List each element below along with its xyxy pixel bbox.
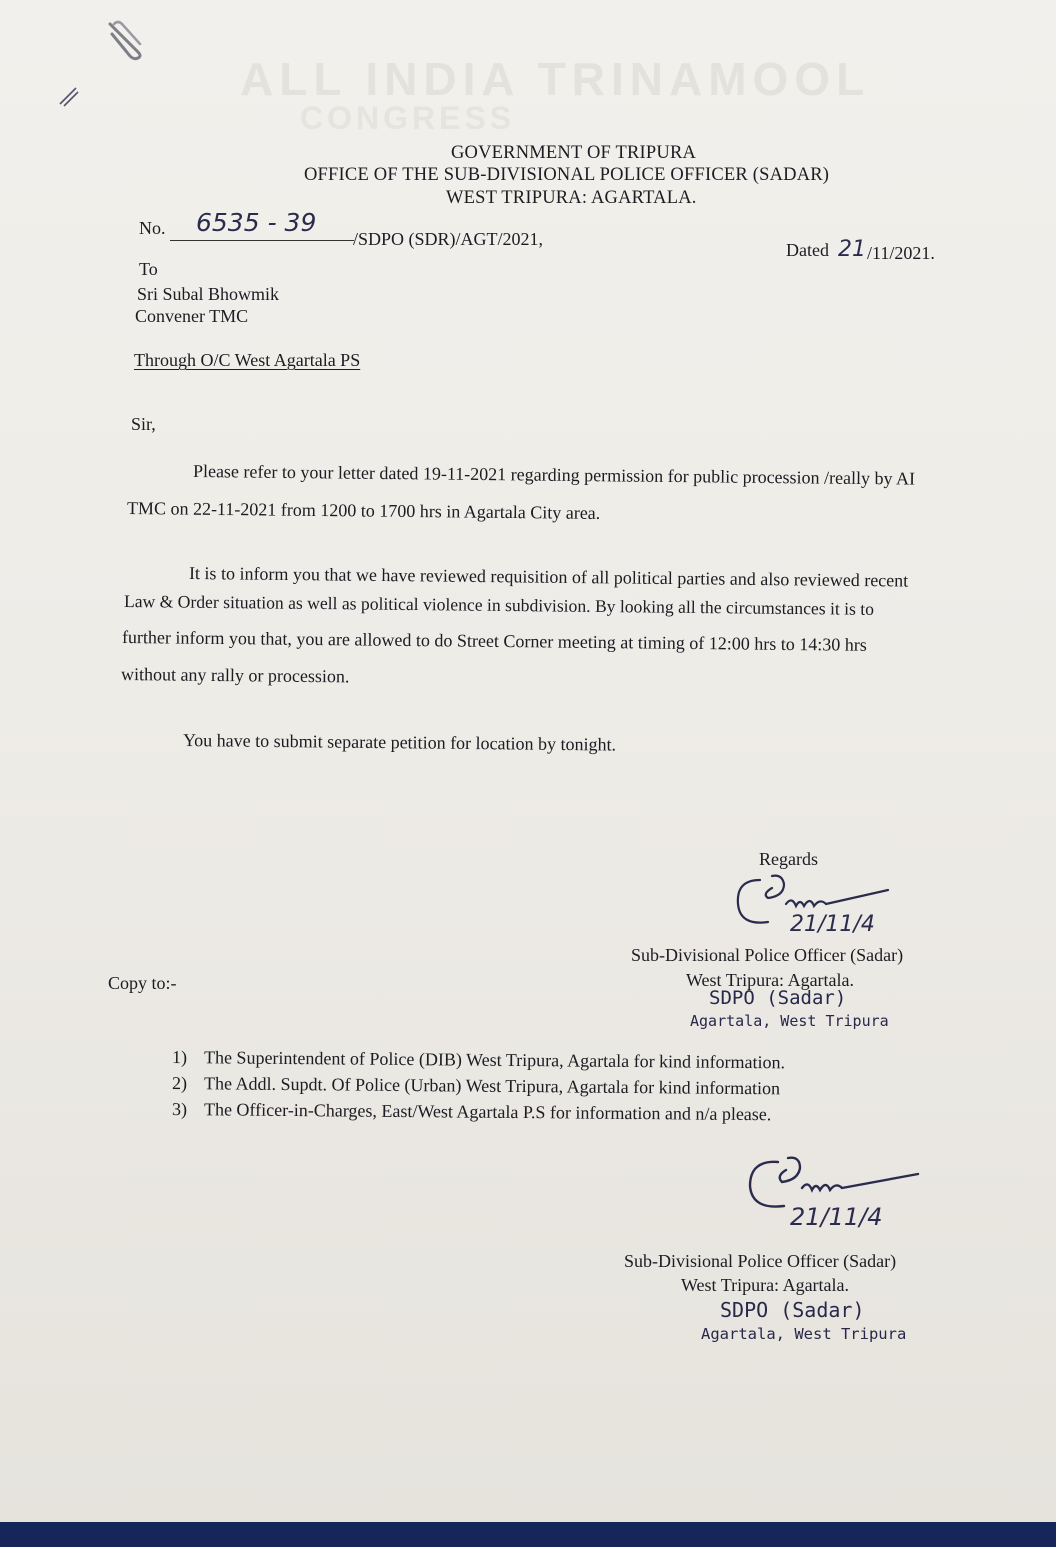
copy-to-item bbox=[172, 1073, 780, 1099]
recipient-designation: Convener TMC bbox=[135, 306, 249, 326]
stamp-2-line2: Agartala, West Tripura bbox=[701, 1325, 907, 1343]
header-location: WEST TRIPURA: AGARTALA. bbox=[446, 188, 697, 208]
dated-day-handwritten: 21 bbox=[838, 237, 866, 262]
recipient-through bbox=[134, 350, 360, 371]
stamp-1-line1: SDPO (Sadar) bbox=[709, 987, 847, 1009]
reference-no-handwritten: 6535 - 39 bbox=[196, 208, 317, 237]
officer-title-2: Sub-Divisional Police Officer (Sadar) bbox=[624, 1251, 897, 1271]
header-office: OFFICE OF THE SUB-DIVISIONAL POLICE OFFICER (SADAR) bbox=[304, 165, 830, 185]
desk-edge bbox=[0, 1522, 1056, 1547]
dated-label: Dated bbox=[786, 240, 829, 260]
para2-line3: further inform you that, you are allowed to do Street Corner meeting at timing of 12:00 hrs to 14:30 hrs bbox=[121, 627, 867, 655]
reference-no-label: No. bbox=[139, 218, 166, 238]
stamp-2-line1: SDPO (Sadar) bbox=[720, 1298, 865, 1322]
reference-no-underline bbox=[170, 240, 354, 241]
reference-no-suffix: /SDPO (SDR)/AGT/2021, bbox=[353, 229, 544, 249]
show-through-watermark: ALL INDIA TRINAMOOL bbox=[240, 53, 871, 105]
para1-line2: TMC on 22-11-2021 from 1200 to 1700 hrs in Agartala City area. bbox=[126, 498, 601, 523]
copy-to-item bbox=[172, 1099, 772, 1125]
copy-to-item-number: 3) bbox=[171, 1099, 188, 1120]
dated-rest: /11/2021. bbox=[867, 243, 935, 263]
para2-line1: It is to inform you that we have reviewed requisition of all political parties and also reviewed recent bbox=[188, 563, 909, 591]
para2-line4: without any rally or procession. bbox=[120, 664, 350, 687]
salutation: Sir, bbox=[131, 414, 156, 434]
copy-to-item bbox=[172, 1047, 785, 1073]
officer-title-1: Sub-Divisional Police Officer (Sadar) bbox=[631, 945, 904, 965]
signature-1-date: 21/11/4 bbox=[790, 912, 875, 937]
recipient-to: To bbox=[139, 259, 158, 279]
header-government: GOVERNMENT OF TRIPURA bbox=[451, 143, 697, 163]
pen-tick-mark-icon bbox=[56, 84, 80, 108]
recipient-name: Sri Subal Bhowmik bbox=[137, 284, 280, 304]
paper-clip-icon bbox=[104, 18, 148, 62]
copy-to-label: Copy to:- bbox=[108, 973, 177, 993]
stamp-1-line2: Agartala, West Tripura bbox=[690, 1012, 889, 1030]
copy-to-item-text: The Addl. Supdt. Of Police (Urban) West Tripura, Agartala for kind information bbox=[203, 1073, 781, 1099]
regards: Regards bbox=[759, 849, 818, 869]
copy-to-item-text: The Superintendent of Police (DIB) West Tripura, Agartala for kind information. bbox=[203, 1047, 786, 1073]
copy-to-item-number: 1) bbox=[171, 1047, 188, 1068]
para1-line1: Please refer to your letter dated 19-11-2021 regarding permission for public procession /really by AI bbox=[192, 461, 916, 489]
copy-to-item-number: 2) bbox=[171, 1073, 188, 1094]
copy-to-item-text: The Officer-in-Charges, East/West Agartala P.S for information and n/a please. bbox=[203, 1099, 772, 1125]
recipient-through-text: Through O/C West Agartala PS bbox=[134, 350, 361, 370]
para3: You have to submit separate petition for location by tonight. bbox=[182, 730, 617, 755]
para2-line2: Law & Order situation as well as political violence in subdivision. By looking all the circumstances it is to bbox=[123, 591, 875, 619]
officer-place-1: West Tripura: Agartala. bbox=[686, 970, 855, 990]
signature-2-date: 21/11/4 bbox=[790, 1203, 883, 1231]
show-through-watermark-2: CONGRESS bbox=[300, 100, 516, 136]
officer-place-2: West Tripura: Agartala. bbox=[681, 1275, 850, 1295]
